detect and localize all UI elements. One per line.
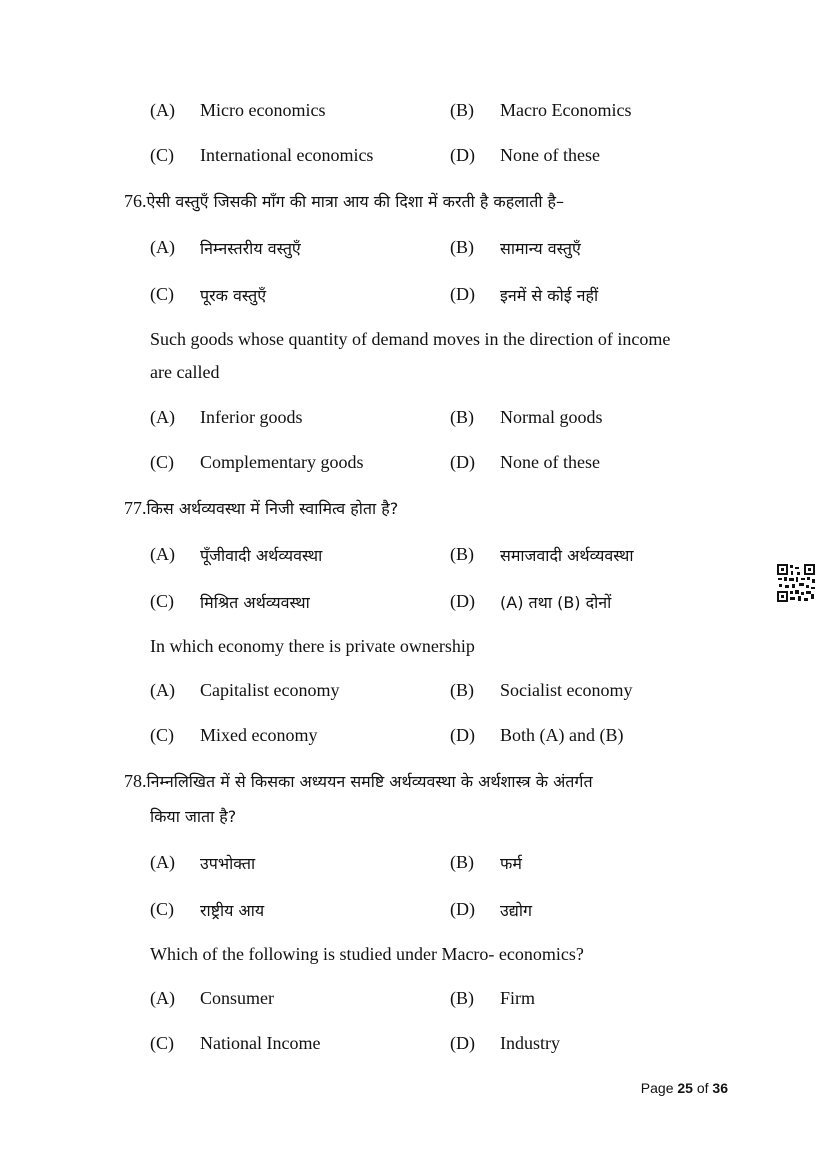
option-row xyxy=(150,725,750,753)
option-text: Complementary goods xyxy=(200,452,364,472)
option-label: (A) xyxy=(150,988,175,1008)
option-row xyxy=(150,591,750,619)
option-text: National Income xyxy=(200,1033,321,1053)
question-text-hindi: किस अर्थव्यवस्था में निजी स्वामित्व होता है? xyxy=(146,499,399,518)
option-row xyxy=(150,100,750,128)
option-label: (C) xyxy=(150,1033,174,1053)
page-word: Page xyxy=(640,1080,674,1096)
option-text: इनमें से कोई नहीं xyxy=(500,286,599,305)
option-text: Socialist economy xyxy=(500,680,633,700)
total-pages: 36 xyxy=(712,1080,728,1096)
current-page: 25 xyxy=(677,1080,693,1096)
option-text: सामान्य वस्तुएँ xyxy=(500,239,581,258)
option-text: Both (A) and (B) xyxy=(500,725,624,745)
option-label: (B) xyxy=(450,544,474,564)
option-row xyxy=(150,852,750,880)
option-text: Macro Economics xyxy=(500,100,632,120)
option-label: (B) xyxy=(450,852,474,872)
option-text: निम्नस्तरीय वस्तुएँ xyxy=(200,239,301,258)
question-number: 78. xyxy=(124,771,147,791)
option-label: (C) xyxy=(150,452,174,472)
option-row xyxy=(150,452,750,480)
option-text: None of these xyxy=(500,452,600,472)
option-label: (D) xyxy=(450,284,475,304)
question-76-english-line2: are called xyxy=(150,362,220,382)
option-label: (A) xyxy=(150,544,175,564)
option-label: (D) xyxy=(450,145,475,165)
option-label: (A) xyxy=(150,100,175,120)
question-78-english: Which of the following is studied under Macro- economics? xyxy=(150,944,584,964)
option-label: (B) xyxy=(450,680,474,700)
option-label: (A) xyxy=(150,680,175,700)
option-label: (D) xyxy=(450,452,475,472)
question-text-hindi: ऐसी वस्तुएँ जिसकी माँग की मात्रा आय की दिशा में करती है कहलाती है– xyxy=(146,192,565,211)
option-text: Normal goods xyxy=(500,407,603,427)
option-label: (B) xyxy=(450,100,474,120)
option-label: (A) xyxy=(150,852,175,872)
option-label: (A) xyxy=(150,407,175,427)
option-row xyxy=(150,899,750,927)
of-word: of xyxy=(696,1080,709,1096)
option-label: (D) xyxy=(450,725,475,745)
option-text: International economics xyxy=(200,145,374,165)
option-label: (C) xyxy=(150,591,174,611)
option-row xyxy=(150,988,750,1016)
question-76-hindi xyxy=(124,190,729,212)
question-text-hindi: निम्नलिखित में से किसका अध्ययन समष्टि अर्थव्यवस्था के अर्थशास्त्र के अंतर्गत xyxy=(146,772,593,791)
option-label: (D) xyxy=(450,899,475,919)
option-text: Capitalist economy xyxy=(200,680,340,700)
option-text: Consumer xyxy=(200,988,274,1008)
page-number xyxy=(600,1080,728,1096)
option-label: (D) xyxy=(450,1033,475,1053)
option-label: (C) xyxy=(150,284,174,304)
option-text: समाजवादी अर्थव्यवस्था xyxy=(500,546,634,565)
option-text: Firm xyxy=(500,988,536,1008)
option-label: (C) xyxy=(150,899,174,919)
option-label: (B) xyxy=(450,407,474,427)
option-label: (B) xyxy=(450,237,474,257)
option-text: उद्योग xyxy=(500,901,533,920)
option-text: Mixed economy xyxy=(200,725,318,745)
option-text: पूँजीवादी अर्थव्यवस्था xyxy=(200,546,323,565)
option-text: Industry xyxy=(500,1033,560,1053)
question-78-hindi-line2: किया जाता है? xyxy=(150,807,237,826)
option-text: मिश्रित अर्थव्यवस्था xyxy=(200,593,310,612)
option-text: फर्म xyxy=(500,854,522,873)
option-label: (A) xyxy=(150,237,175,257)
option-text: None of these xyxy=(500,145,600,165)
option-row xyxy=(150,1033,750,1061)
question-number: 76. xyxy=(124,191,147,211)
option-text: Micro economics xyxy=(200,100,326,120)
option-label: (C) xyxy=(150,145,174,165)
option-row xyxy=(150,544,750,572)
option-row xyxy=(150,680,750,708)
option-text: राष्ट्रीय आय xyxy=(200,901,265,920)
qr-code-icon xyxy=(776,563,816,603)
option-row xyxy=(150,284,750,312)
option-text: पूरक वस्तुएँ xyxy=(200,286,267,305)
question-76-english-line1: Such goods whose quantity of demand moves in the direction of income xyxy=(150,329,671,349)
option-label: (C) xyxy=(150,725,174,745)
option-label: (D) xyxy=(450,591,475,611)
option-row xyxy=(150,407,750,435)
question-77-hindi xyxy=(124,497,729,519)
option-text: Inferior goods xyxy=(200,407,303,427)
question-78-hindi xyxy=(124,770,729,792)
question-77-english: In which economy there is private ownership xyxy=(150,636,475,656)
option-row xyxy=(150,237,750,265)
option-label: (B) xyxy=(450,988,474,1008)
option-text: उपभोक्ता xyxy=(200,854,256,873)
option-row xyxy=(150,145,750,173)
option-text: (A) तथा (B) दोनों xyxy=(500,593,612,612)
question-number: 77. xyxy=(124,498,147,518)
